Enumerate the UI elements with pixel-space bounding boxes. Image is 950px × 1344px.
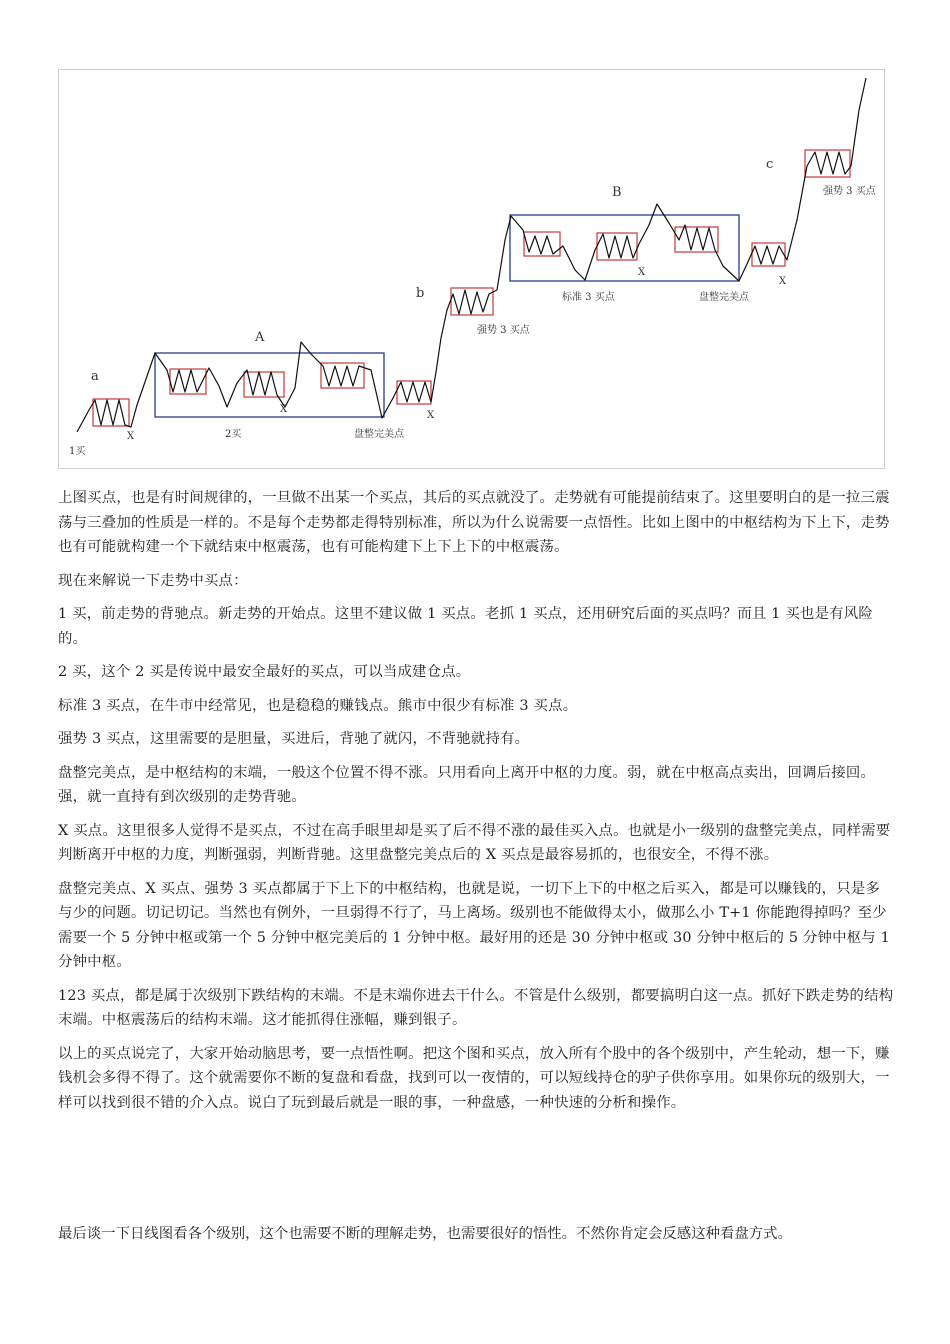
- paragraph: 标准 3 买点，在牛市中经常见，也是稳稳的赚钱点。熊市中很少有标准 3 买点。: [58, 697, 578, 714]
- label-x: X: [427, 410, 435, 421]
- label-B: B: [612, 185, 622, 200]
- closing-line: 最后谈一下日线图看各个级别，这个也需要不断的理解走势，也需要很好的悟性。不然你肯定会反感这种看盘方式。: [58, 1226, 792, 1242]
- price-path: [77, 78, 866, 432]
- label-standard-3-buy: 标准 3 买点: [562, 292, 615, 303]
- paragraph: 现在来解说一下走势中买点：: [58, 572, 248, 589]
- label-strong-3-buy: 强势 3 买点: [477, 325, 530, 336]
- paragraph: 强势 3 买点，这里需要的是胆量，买进后，背驰了就闪，不背驰就持有。: [58, 731, 530, 747]
- label-consolidation-perfect: 盘整完美点: [354, 429, 404, 440]
- pivot-frame-B: [510, 215, 739, 281]
- paragraph: 盘整完美点、X 买点、强势 3 买点都属于下上下的中枢结构，也就是说，一切下上下的中枢之后买入，都是可以赚钱的，只是多与少的问题。切记切记。当然也有例外，一旦弱得不行了，马上离场。级别也不能做得太小，做那么小 T+1 你能跑得掉吗？至少需要一个 5 分钟中枢或第一个 5 分钟中枢完美后的 1 分钟中枢。最好用的还是 30 分钟中枢或 30 分钟中枢后的 5 分钟中枢与 1 分钟中枢。: [58, 880, 891, 970]
- label-x: X: [638, 267, 646, 278]
- pivot-box: [597, 233, 637, 260]
- label-x: X: [779, 276, 787, 287]
- paragraph: 以上的买点说完了，大家开始动脑思考，要一点悟性啊。把这个图和买点，放入所有个股中的各个级别中，产生轮动，想一下，赚钱机会多得不得了。这个就需要你不断的复盘和看盘，找到可以一夜情的，可以短线持仓的驴子供你享用。如果你玩的级别大，一样可以找到很不错的介入点。说白了玩到最后就是一眼的事，一种盘感，一种快速的分析和操作。: [58, 1045, 890, 1111]
- label-consolidation-perfect: 盘整完美点: [699, 292, 749, 303]
- label-buy-1: 1买: [69, 446, 86, 457]
- label-a: a: [91, 369, 99, 384]
- label-strong-3-buy: 强势 3 买点: [823, 186, 876, 197]
- paragraph: X 买点。这里很多人觉得不是买点，不过在高手眼里却是买了后不得不涨的最佳买入点。也就是小一级别的盘整完美点，同样需要判断离开中枢的力度，判断强弱，判断背驰。这里盘整完美点后的 X 买点是最容易抓的，也很安全，不得不涨。: [58, 822, 891, 863]
- article-body: [58, 486, 894, 1124]
- label-x: X: [280, 404, 288, 415]
- pivot-box: [321, 363, 364, 388]
- label-x: X: [127, 431, 135, 442]
- label-A: A: [255, 330, 265, 345]
- price-structure-svg: [59, 70, 886, 470]
- label-buy-2: 2买: [225, 429, 242, 440]
- label-b: b: [416, 286, 425, 301]
- label-c: c: [766, 157, 774, 172]
- paragraph: 上图买点，也是有时间规律的，一旦做不出某一个买点，其后的买点就没了。走势就有可能提前结束了。这里要明白的是一拉三震荡与三叠加的性质是一样的。不是每个走势都走得特别标准，所以为什么说需要一点悟性。比如上图中的中枢结构为下上下，走势也有可能就构建一个下就结束中枢震荡，也有可能构建下上下上下的中枢震荡。: [58, 490, 890, 555]
- pivot-box: [752, 243, 785, 266]
- paragraph: 123 买点，都是属于次级别下跌结构的末端。不是末端你进去干什么。不管是什么级别，都要搞明白这一点。抓好下跌走势的结构末端。中枢震荡后的结构末端。这才能抓得住涨幅，赚到银子。: [58, 987, 894, 1028]
- paragraph: 2 买，这个 2 买是传说中最安全最好的买点，可以当成建仓点。: [58, 664, 471, 680]
- buy-points-diagram: [58, 69, 885, 469]
- paragraph: 1 买，前走势的背驰点。新走势的开始点。这里不建议做 1 买点。老抓 1 买点，还用研究后面的买点吗？而且 1 买也是有风险的。: [58, 606, 873, 647]
- paragraph: 盘整完美点，是中枢结构的末端，一般这个位置不得不涨。只用看向上离开中枢的力度。弱，就在中枢高点卖出，回调后接回。强，就一直持有到次级别的走势背驰。: [58, 764, 876, 805]
